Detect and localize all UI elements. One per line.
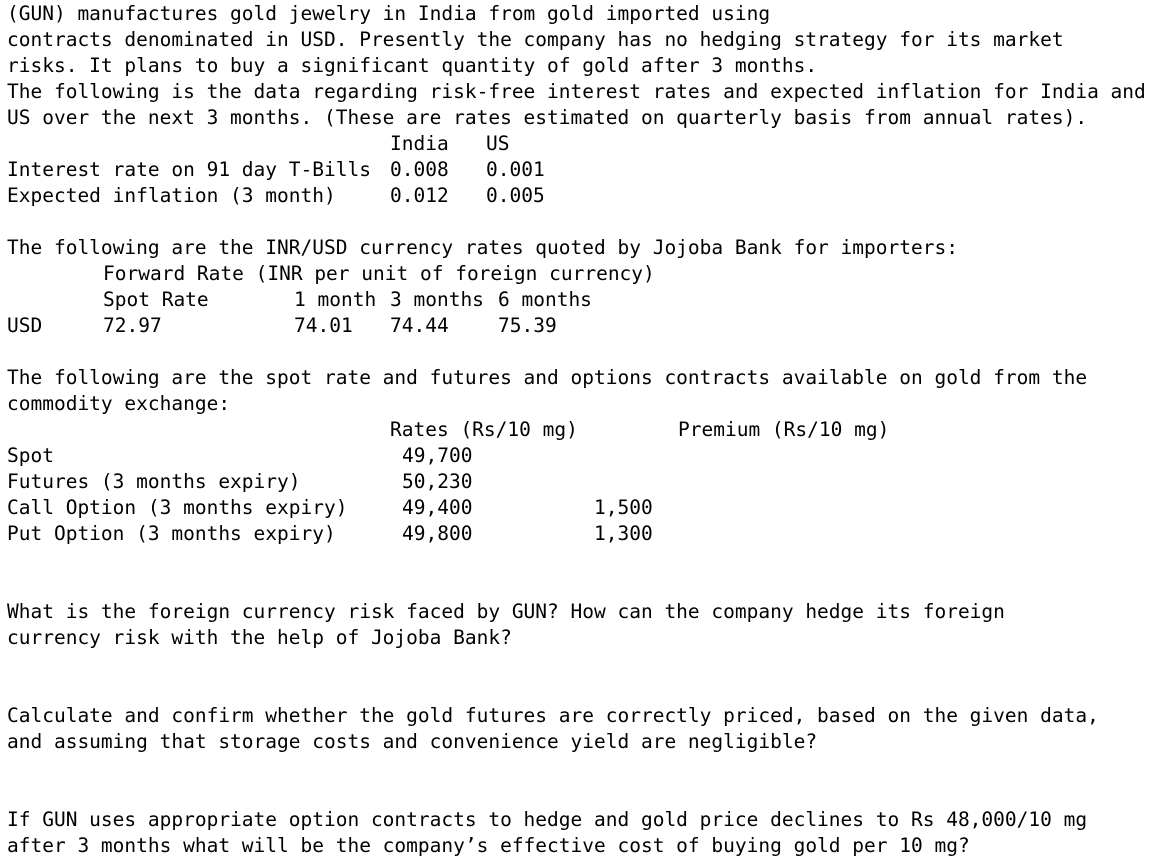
fx-tenor-header: 6 months	[498, 288, 592, 311]
rates-row-us: 0.005	[486, 184, 545, 207]
fx-spot-header: Spot Rate	[103, 288, 209, 311]
gold-rates-header: Rates (Rs/10 mg)	[390, 418, 578, 441]
intro-line: The following is the data regarding risk-free interest rates and expected inflation for India and	[7, 80, 1146, 103]
rates-row-india: 0.008	[390, 158, 449, 181]
gold-row-label: Put Option (3 months expiry)	[7, 522, 336, 545]
gold-row-premium: 1,300	[594, 522, 653, 545]
question-line: currency risk with the help of Jojoba Bank?	[7, 626, 512, 649]
fx-tenor-header: 3 months	[390, 288, 484, 311]
gold-row-label: Call Option (3 months expiry)	[7, 496, 348, 519]
rates-col-india: India	[390, 132, 449, 155]
intro-line: (GUN) manufactures gold jewelry in India from gold imported using	[7, 2, 771, 25]
rates-row-india: 0.012	[390, 184, 449, 207]
question-line: What is the foreign currency risk faced by GUN? How can the company hedge its foreign	[7, 600, 1005, 623]
question-line: If GUN uses appropriate option contracts to hedge and gold price declines to Rs 48,000/10 mg	[7, 808, 1088, 831]
question-line: and assuming that storage costs and convenience yield are negligible?	[7, 730, 818, 753]
gold-row-premium: 1,500	[594, 496, 653, 519]
rates-row-label: Expected inflation (3 month)	[7, 184, 336, 207]
gold-row-rate: 49,400	[402, 496, 473, 519]
question-line: after 3 months what will be the company’s effective cost of buying gold per 10 mg?	[7, 834, 970, 857]
fx-forward-value: 74.44	[390, 314, 449, 337]
gold-row-label: Spot	[7, 444, 54, 467]
gold-row-rate: 50,230	[402, 470, 473, 493]
intro-line: US over the next 3 months. (These are rates estimated on quarterly basis from annual rates).	[7, 106, 1088, 129]
fx-forward-value: 75.39	[498, 314, 557, 337]
gold-row-rate: 49,800	[402, 522, 473, 545]
fx-intro: The following are the INR/USD currency rates quoted by Jojoba Bank for importers:	[7, 236, 958, 259]
gold-row-label: Futures (3 months expiry)	[7, 470, 301, 493]
rates-row-us: 0.001	[486, 158, 545, 181]
intro-line: contracts denominated in USD. Presently the company has no hedging strategy for its market	[7, 28, 1064, 51]
fx-tenor-header: 1 month	[294, 288, 377, 311]
gold-intro-line: The following are the spot rate and futures and options contracts available on gold from the	[7, 366, 1088, 389]
gold-row-rate: 49,700	[402, 444, 473, 467]
fx-forward-header: Forward Rate (INR per unit of foreign currency)	[103, 262, 655, 285]
gold-premium-header: Premium (Rs/10 mg)	[678, 418, 890, 441]
question-line: Calculate and confirm whether the gold futures are correctly priced, based on the given data,	[7, 704, 1099, 727]
rates-col-us: US	[486, 132, 510, 155]
fx-currency: USD	[7, 314, 43, 337]
fx-spot-value: 72.97	[103, 314, 162, 337]
gold-intro-line: commodity exchange:	[7, 392, 231, 415]
intro-line: risks. It plans to buy a significant quantity of gold after 3 months.	[7, 54, 818, 77]
fx-forward-value: 74.01	[294, 314, 353, 337]
rates-row-label: Interest rate on 91 day T-Bills	[7, 158, 371, 181]
